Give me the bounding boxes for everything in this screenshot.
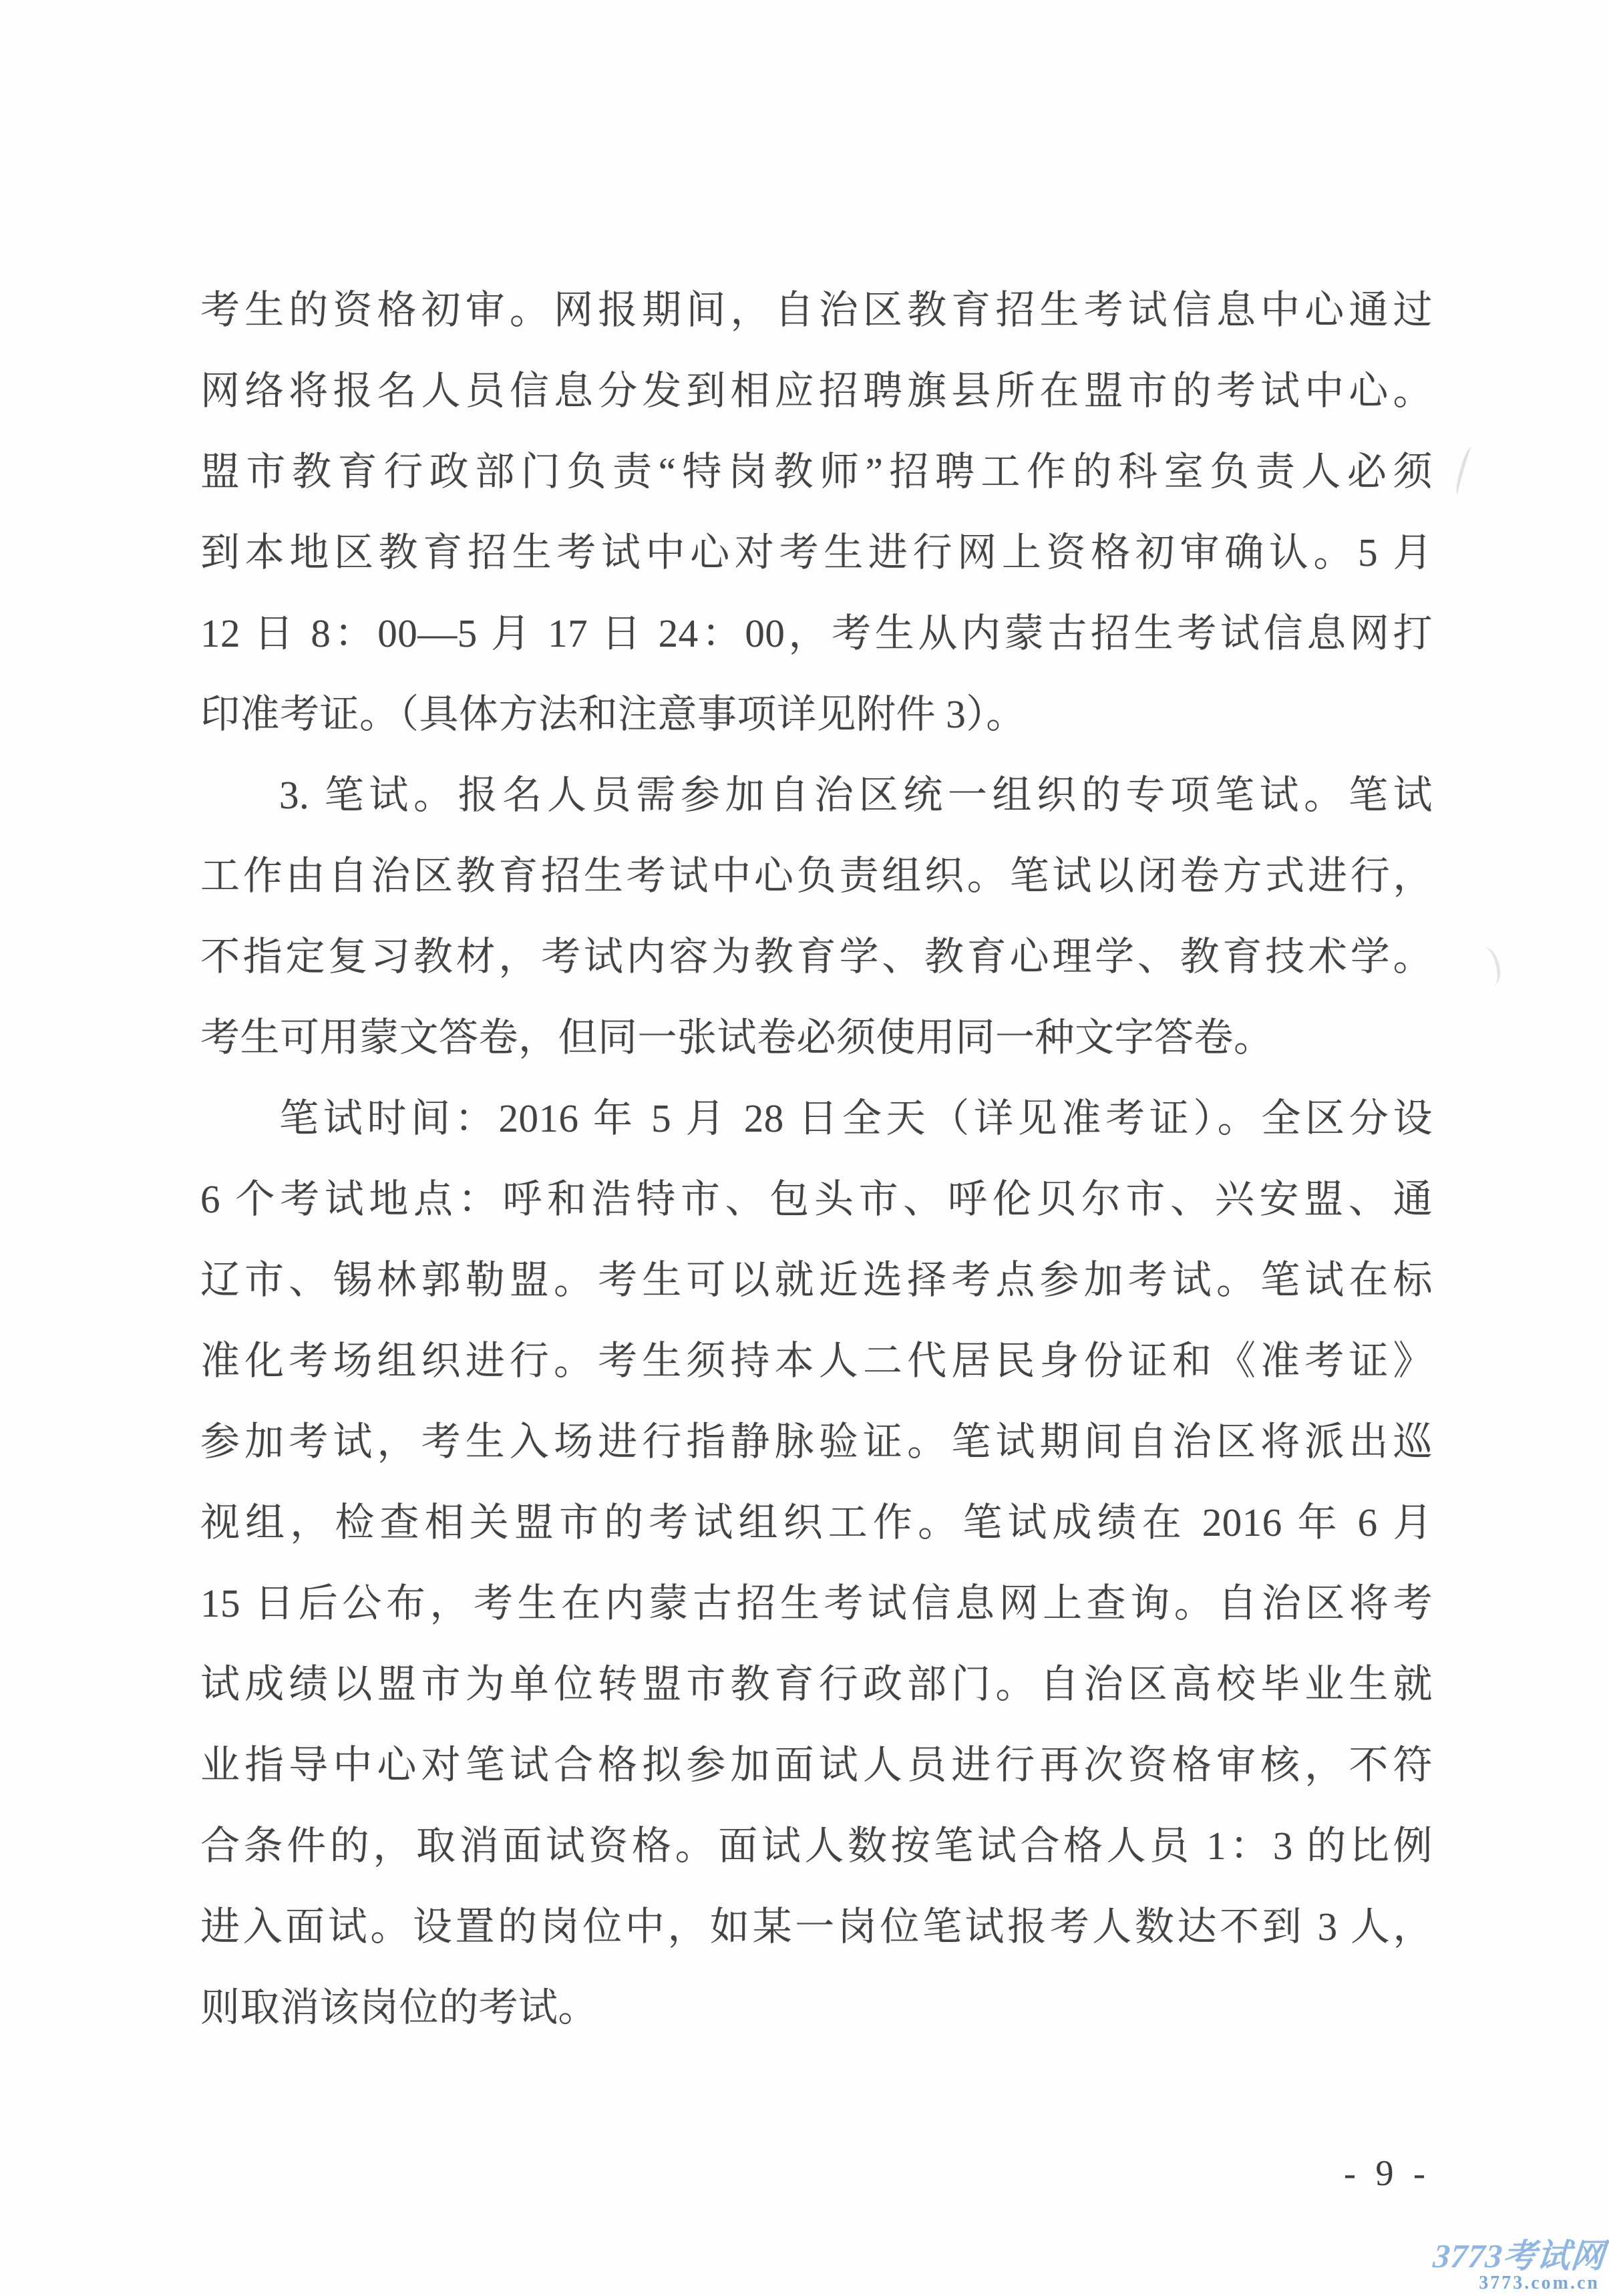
text-line: 业指导中心对笔试合格拟参加面试人员进行再次资格审核，不符: [200, 1743, 1433, 1787]
text-line: 进入面试。设置的岗位中，如某一岗位笔试报考人数达不到 3 人，: [200, 1905, 1433, 1949]
scan-artifact: [1453, 446, 1477, 496]
watermark: [1433, 2239, 1605, 2293]
scan-artifact: [1474, 945, 1503, 988]
document-body: [200, 270, 1433, 2048]
page-number: - 9 -: [1344, 2153, 1431, 2193]
text-line: 辽市、锡林郭勒盟。考生可以就近选择考点参加考试。笔试在标: [200, 1258, 1433, 1302]
text-line: 不指定复习教材，考试内容为教育学、教育心理学、教育技术学。: [200, 935, 1433, 979]
text-line: 12 日 8：00—5 月 17 日 24：00，考生从内蒙古招生考试信息网打: [200, 611, 1433, 655]
text-line: 合条件的，取消面试资格。面试人数按笔试合格人员 1：3 的比例: [200, 1824, 1433, 1868]
text-line: 6 个考试地点：呼和浩特市、包头市、呼伦贝尔市、兴安盟、通: [200, 1177, 1433, 1221]
text-line: 盟市教育行政部门负责“特岗教师”招聘工作的科室负责人必须: [200, 450, 1433, 494]
text-line: 3. 笔试。报名人员需参加自治区统一组织的专项笔试。笔试: [279, 773, 1433, 817]
text-line: 网络将报名人员信息分发到相应招聘旗县所在盟市的考试中心。: [200, 369, 1433, 413]
watermark-site-name: 3773考试网: [1431, 2237, 1607, 2275]
text-line: 考生的资格初审。网报期间，自治区教育招生考试信息中心通过: [200, 288, 1433, 332]
text-line: 笔试时间：2016 年 5 月 28 日全天（详见准考证）。全区分设: [279, 1096, 1433, 1140]
text-line: 考生可用蒙文答卷，但同一张试卷必须使用同一种文字答卷。: [200, 1015, 1274, 1059]
text-line: 15 日后公布，考生在内蒙古招生考试信息网上查询。自治区将考: [200, 1581, 1433, 1625]
watermark-site-url: 3773.com.cn: [1479, 2273, 1600, 2293]
text-line: 视组，检查相关盟市的考试组织工作。笔试成绩在 2016 年 6 月: [200, 1500, 1433, 1544]
text-line: 则取消该岗位的考试。: [200, 1985, 598, 2029]
text-line: 工作由自治区教育招生考试中心负责组织。笔试以闭卷方式进行，: [200, 854, 1433, 898]
text-line: 准化考场组织进行。考生须持本人二代居民身份证和《准考证》: [200, 1339, 1433, 1383]
text-line: 印准考证。（具体方法和注意事项详见附件 3）。: [200, 692, 1026, 736]
text-line: 参加考试，考生入场进行指静脉验证。笔试期间自治区将派出巡: [200, 1420, 1433, 1464]
text-line: 到本地区教育招生考试中心对考生进行网上资格初审确认。5 月: [200, 530, 1433, 575]
text-line: 试成绩以盟市为单位转盟市教育行政部门。自治区高校毕业生就: [200, 1662, 1433, 1706]
